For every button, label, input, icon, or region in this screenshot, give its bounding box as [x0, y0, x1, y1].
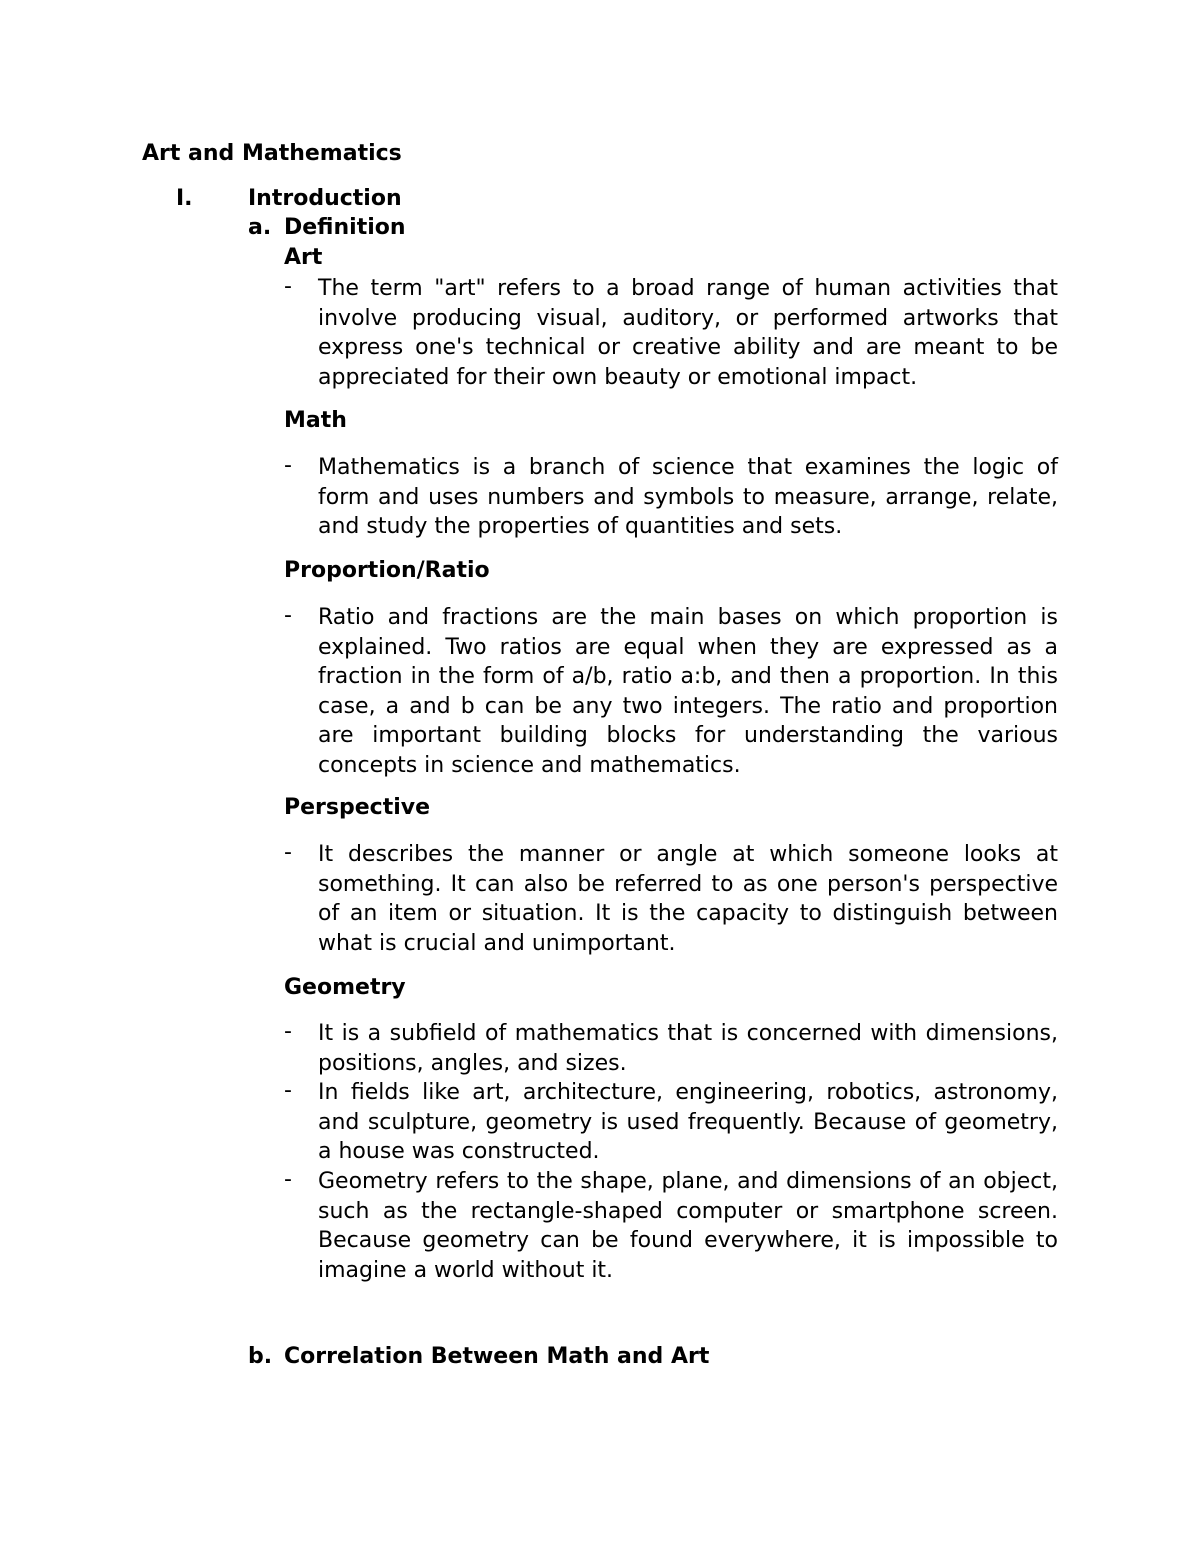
heading-math: Math — [284, 408, 347, 433]
subsection-letter-a: a. — [248, 215, 272, 240]
proportion-definition-text: Ratio and fractions are the main bases on which proportion is explained. Two ratios are equal when they are expressed as a fraction in the form of a/b, ratio a:b, and then a proportion. In this case, a and b can be any two integers. The ratio and proportion are important building blocks for understanding the various concepts in science and mathematics. — [318, 605, 1058, 778]
heading-proportion-ratio: Proportion/Ratio — [284, 558, 490, 583]
section-title: Introduction — [248, 186, 402, 211]
document-title: Art and Mathematics — [142, 141, 402, 166]
subsection-title-correlation: Correlation Between Math and Art — [284, 1344, 710, 1369]
bullet-dash: - — [284, 1019, 292, 1044]
geometry-bullet-3: Geometry refers to the shape, plane, and dimensions of an object, such as the rectangle-shaped computer or smartphone screen. Because geometry can be found everywhere, it is impossible to imagine a world without it. — [318, 1169, 1058, 1283]
section-numeral: I. — [176, 186, 193, 211]
bullet-dash: - — [284, 1078, 292, 1103]
art-definition-text: The term "art" refers to a broad range of human activities that involve producing visual, auditory, or performed artworks that express one's technical or creative ability and are meant to be appreciated for their own beauty or emotional impact. — [318, 276, 1058, 390]
subsection-letter-b: b. — [248, 1344, 273, 1369]
bullet-dash: - — [284, 1167, 292, 1192]
heading-geometry: Geometry — [284, 975, 406, 1000]
bullet-dash: - — [284, 453, 292, 478]
subsection-title-definition: Definition — [284, 215, 406, 240]
geometry-bullet-2: In fields like art, architecture, engineering, robotics, astronomy, and sculpture, geometry is used frequently. Because of geometry, a house was constructed. — [318, 1080, 1058, 1165]
heading-art: Art — [284, 245, 323, 270]
perspective-definition-text: It describes the manner or angle at which someone looks at something. It can also be referred to as one person's perspective of an item or situation. It is the capacity to distinguish between what is crucial and unimportant. — [318, 842, 1058, 956]
math-definition-text: Mathematics is a branch of science that examines the logic of form and uses numbers and symbols to measure, arrange, relate, and study the properties of quantities and sets. — [318, 455, 1058, 540]
bullet-dash: - — [284, 274, 292, 299]
geometry-bullet-1: It is a subfield of mathematics that is concerned with dimensions, positions, angles, and sizes. — [318, 1021, 1058, 1076]
heading-perspective: Perspective — [284, 795, 431, 820]
bullet-dash: - — [284, 603, 292, 628]
bullet-dash: - — [284, 840, 292, 865]
